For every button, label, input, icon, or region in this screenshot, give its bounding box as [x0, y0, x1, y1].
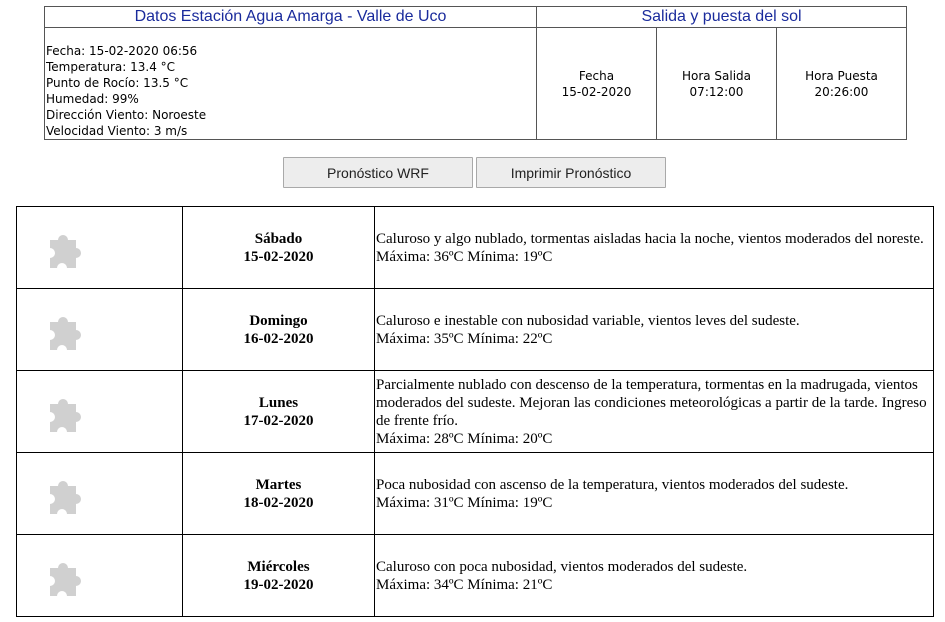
forecast-day-name: Sábado: [254, 230, 303, 247]
forecast-day-date: 17-02-2020: [243, 412, 314, 429]
forecast-day-cell: [183, 535, 375, 617]
reading-dew-point: Punto de Rocío: 13.5 °C: [46, 76, 189, 90]
forecast-row: [17, 535, 934, 617]
sunrise-cell: [657, 28, 777, 140]
forecast-min-max: Máxima: 31ºC Mínima: 19ºC: [376, 494, 553, 511]
wrf-forecast-button[interactable]: Pronóstico WRF: [283, 157, 473, 188]
forecast-description: Poca nubosidad con ascenso de la temperatura, vientos moderados del sudeste.: [376, 476, 849, 493]
forecast-day-name: Martes: [255, 476, 302, 493]
forecast-description: Caluroso e inestable con nubosidad variable, vientos leves del sudeste.: [376, 312, 800, 329]
forecast-day-name: Lunes: [258, 394, 299, 411]
forecast-description-cell: [375, 207, 934, 289]
sunset-cell: [777, 28, 907, 140]
forecast-day-cell: [183, 453, 375, 535]
forecast-description-cell: [375, 453, 934, 535]
forecast-min-max: Máxima: 35ºC Mínima: 22ºC: [376, 330, 553, 347]
sun-title: Salida y puesta del sol: [537, 7, 907, 28]
forecast-description-cell: [375, 371, 934, 453]
forecast-day-date: 16-02-2020: [243, 330, 314, 347]
sunset-label: Hora Puesta: [805, 68, 878, 83]
forecast-table: [16, 206, 934, 617]
forecast-min-max: Máxima: 36ºC Mínima: 19ºC: [376, 248, 553, 265]
forecast-description-cell: [375, 289, 934, 371]
sunrise-value: 07:12:00: [689, 84, 744, 99]
forecast-day-date: 18-02-2020: [243, 494, 314, 511]
sun-date-cell: [537, 28, 657, 140]
sun-date-value: 15-02-2020: [561, 84, 632, 99]
forecast-day-cell: [183, 289, 375, 371]
print-forecast-button[interactable]: Imprimir Pronóstico: [476, 157, 666, 188]
puzzle-icon: [46, 390, 90, 434]
forecast-description: Caluroso y algo nublado, tormentas aisladas hacia la noche, vientos moderados del noreste.: [376, 230, 924, 247]
forecast-icon-cell: [17, 535, 183, 617]
forecast-icon-cell: [17, 453, 183, 535]
forecast-day-cell: [183, 207, 375, 289]
forecast-min-max: Máxima: 34ºC Mínima: 21ºC: [376, 576, 553, 593]
puzzle-icon: [46, 308, 90, 352]
puzzle-icon: [46, 226, 90, 270]
puzzle-icon: [46, 472, 90, 516]
sun-date-label: Fecha: [578, 68, 615, 83]
reading-wind-direction: Dirección Viento: Noroeste: [46, 108, 207, 122]
puzzle-icon: [46, 554, 90, 598]
forecast-icon-cell: [17, 289, 183, 371]
station-readings: [45, 28, 537, 140]
forecast-icon-cell: [17, 207, 183, 289]
reading-wind-speed: Velocidad Viento: 3 m/s: [46, 124, 188, 138]
forecast-day-name: Domingo: [249, 312, 308, 329]
forecast-description: Caluroso con poca nubosidad, vientos moderados del sudeste.: [376, 558, 748, 575]
forecast-row: [17, 453, 934, 535]
forecast-row: [17, 289, 934, 371]
sunset-value: 20:26:00: [814, 84, 869, 99]
forecast-day-date: 15-02-2020: [243, 248, 314, 265]
reading-humidity: Humedad: 99%: [46, 92, 139, 106]
reading-temperature: Temperatura: 13.4 °C: [46, 60, 176, 74]
reading-date: Fecha: 15-02-2020 06:56: [46, 44, 198, 58]
station-title: Datos Estación Agua Amarga - Valle de Uco: [45, 7, 537, 28]
forecast-description: Parcialmente nublado con descenso de la temperatura, tormentas en la madrugada, vientos moderados del sudeste. Mejoran las condiciones meteorológicas a partir de la tarde. Ingreso de frente frío.: [376, 376, 927, 429]
forecast-day-cell: [183, 371, 375, 453]
station-table: [44, 6, 907, 140]
forecast-row: [17, 371, 934, 453]
forecast-min-max: Máxima: 28ºC Mínima: 20ºC: [376, 430, 553, 447]
forecast-day-name: Miércoles: [247, 558, 310, 575]
forecast-day-date: 19-02-2020: [243, 576, 314, 593]
forecast-row: [17, 207, 934, 289]
forecast-icon-cell: [17, 371, 183, 453]
forecast-description-cell: [375, 535, 934, 617]
sunrise-label: Hora Salida: [681, 68, 752, 83]
